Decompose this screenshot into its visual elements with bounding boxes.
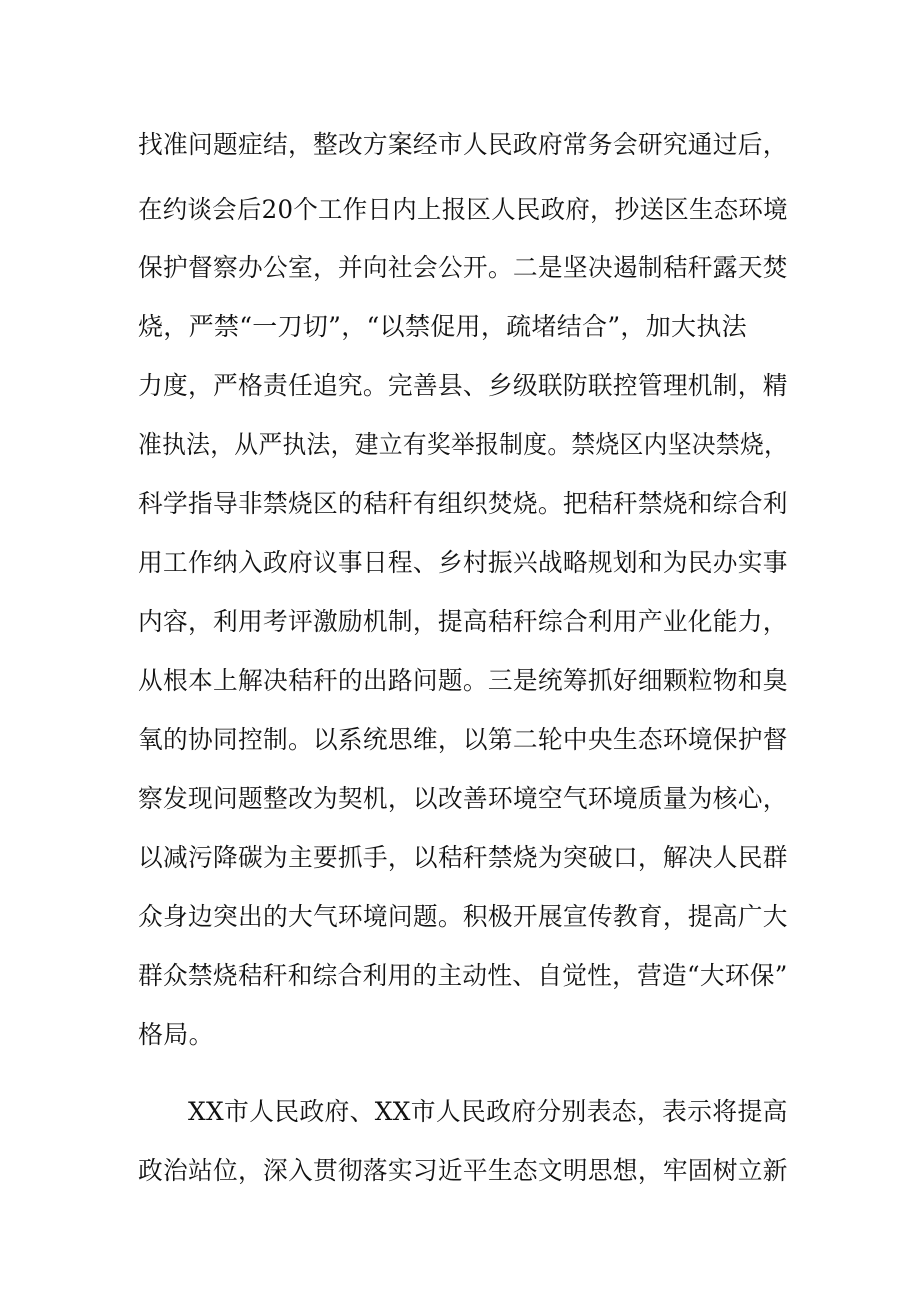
text-line: 科学指导非禁烧区的秸秆有组织焚烧。把秸秆禁烧和综合利	[138, 489, 788, 518]
text-line: 政治站位，深入贯彻落实习近平生态文明思想，牢固树立新	[138, 1156, 788, 1185]
text-line: 烧，严禁“一刀切”，“以禁促用，疏堵结合”，加大执法	[138, 312, 747, 341]
text-line: 内容，利用考评激励机制，提高秸秆综合利用产业化能力，	[138, 607, 788, 636]
text-line: 从根本上解决秸秆的出路问题。三是统筹抓好细颗粒物和臭	[138, 666, 788, 695]
text-line: 用工作纳入政府议事日程、乡村振兴战略规划和为民办实事	[138, 548, 788, 577]
text-line: 以减污降碳为主要抓手，以秸秆禁烧为突破口，解决人民群	[138, 843, 788, 872]
text-line: 准执法，从严执法，建立有奖举报制度。禁烧区内坚决禁烧，	[138, 430, 789, 459]
text-line: 在约谈会后20个工作日内上报区人民政府，抄送区生态环境	[138, 195, 788, 224]
text-line: 氧的协同控制。以系统思维，以第二轮中央生态环境保护督	[138, 725, 788, 754]
text-line: 保护督察办公室，并向社会公开。二是坚决遏制秸秆露天焚	[138, 253, 788, 282]
text-line: 找准问题症结，整改方案经市人民政府常务会研究通过后，	[138, 130, 788, 159]
text-line: 群众禁烧秸秆和综合利用的主动性、自觉性，营造“大环保”	[138, 961, 788, 990]
text-line: 众身边突出的大气环境问题。积极开展宣传教育，提高广大	[138, 902, 788, 931]
text-line: 格局。	[138, 1020, 214, 1049]
text-line: 力度，严格责任追究。完善县、乡级联防联控管理机制，精	[138, 371, 788, 400]
paragraph-first-line: XX市人民政府、XX市人民政府分别表态，表示将提高	[188, 1097, 788, 1126]
text-line: 察发现问题整改为契机，以改善环境空气环境质量为核心，	[138, 784, 788, 813]
